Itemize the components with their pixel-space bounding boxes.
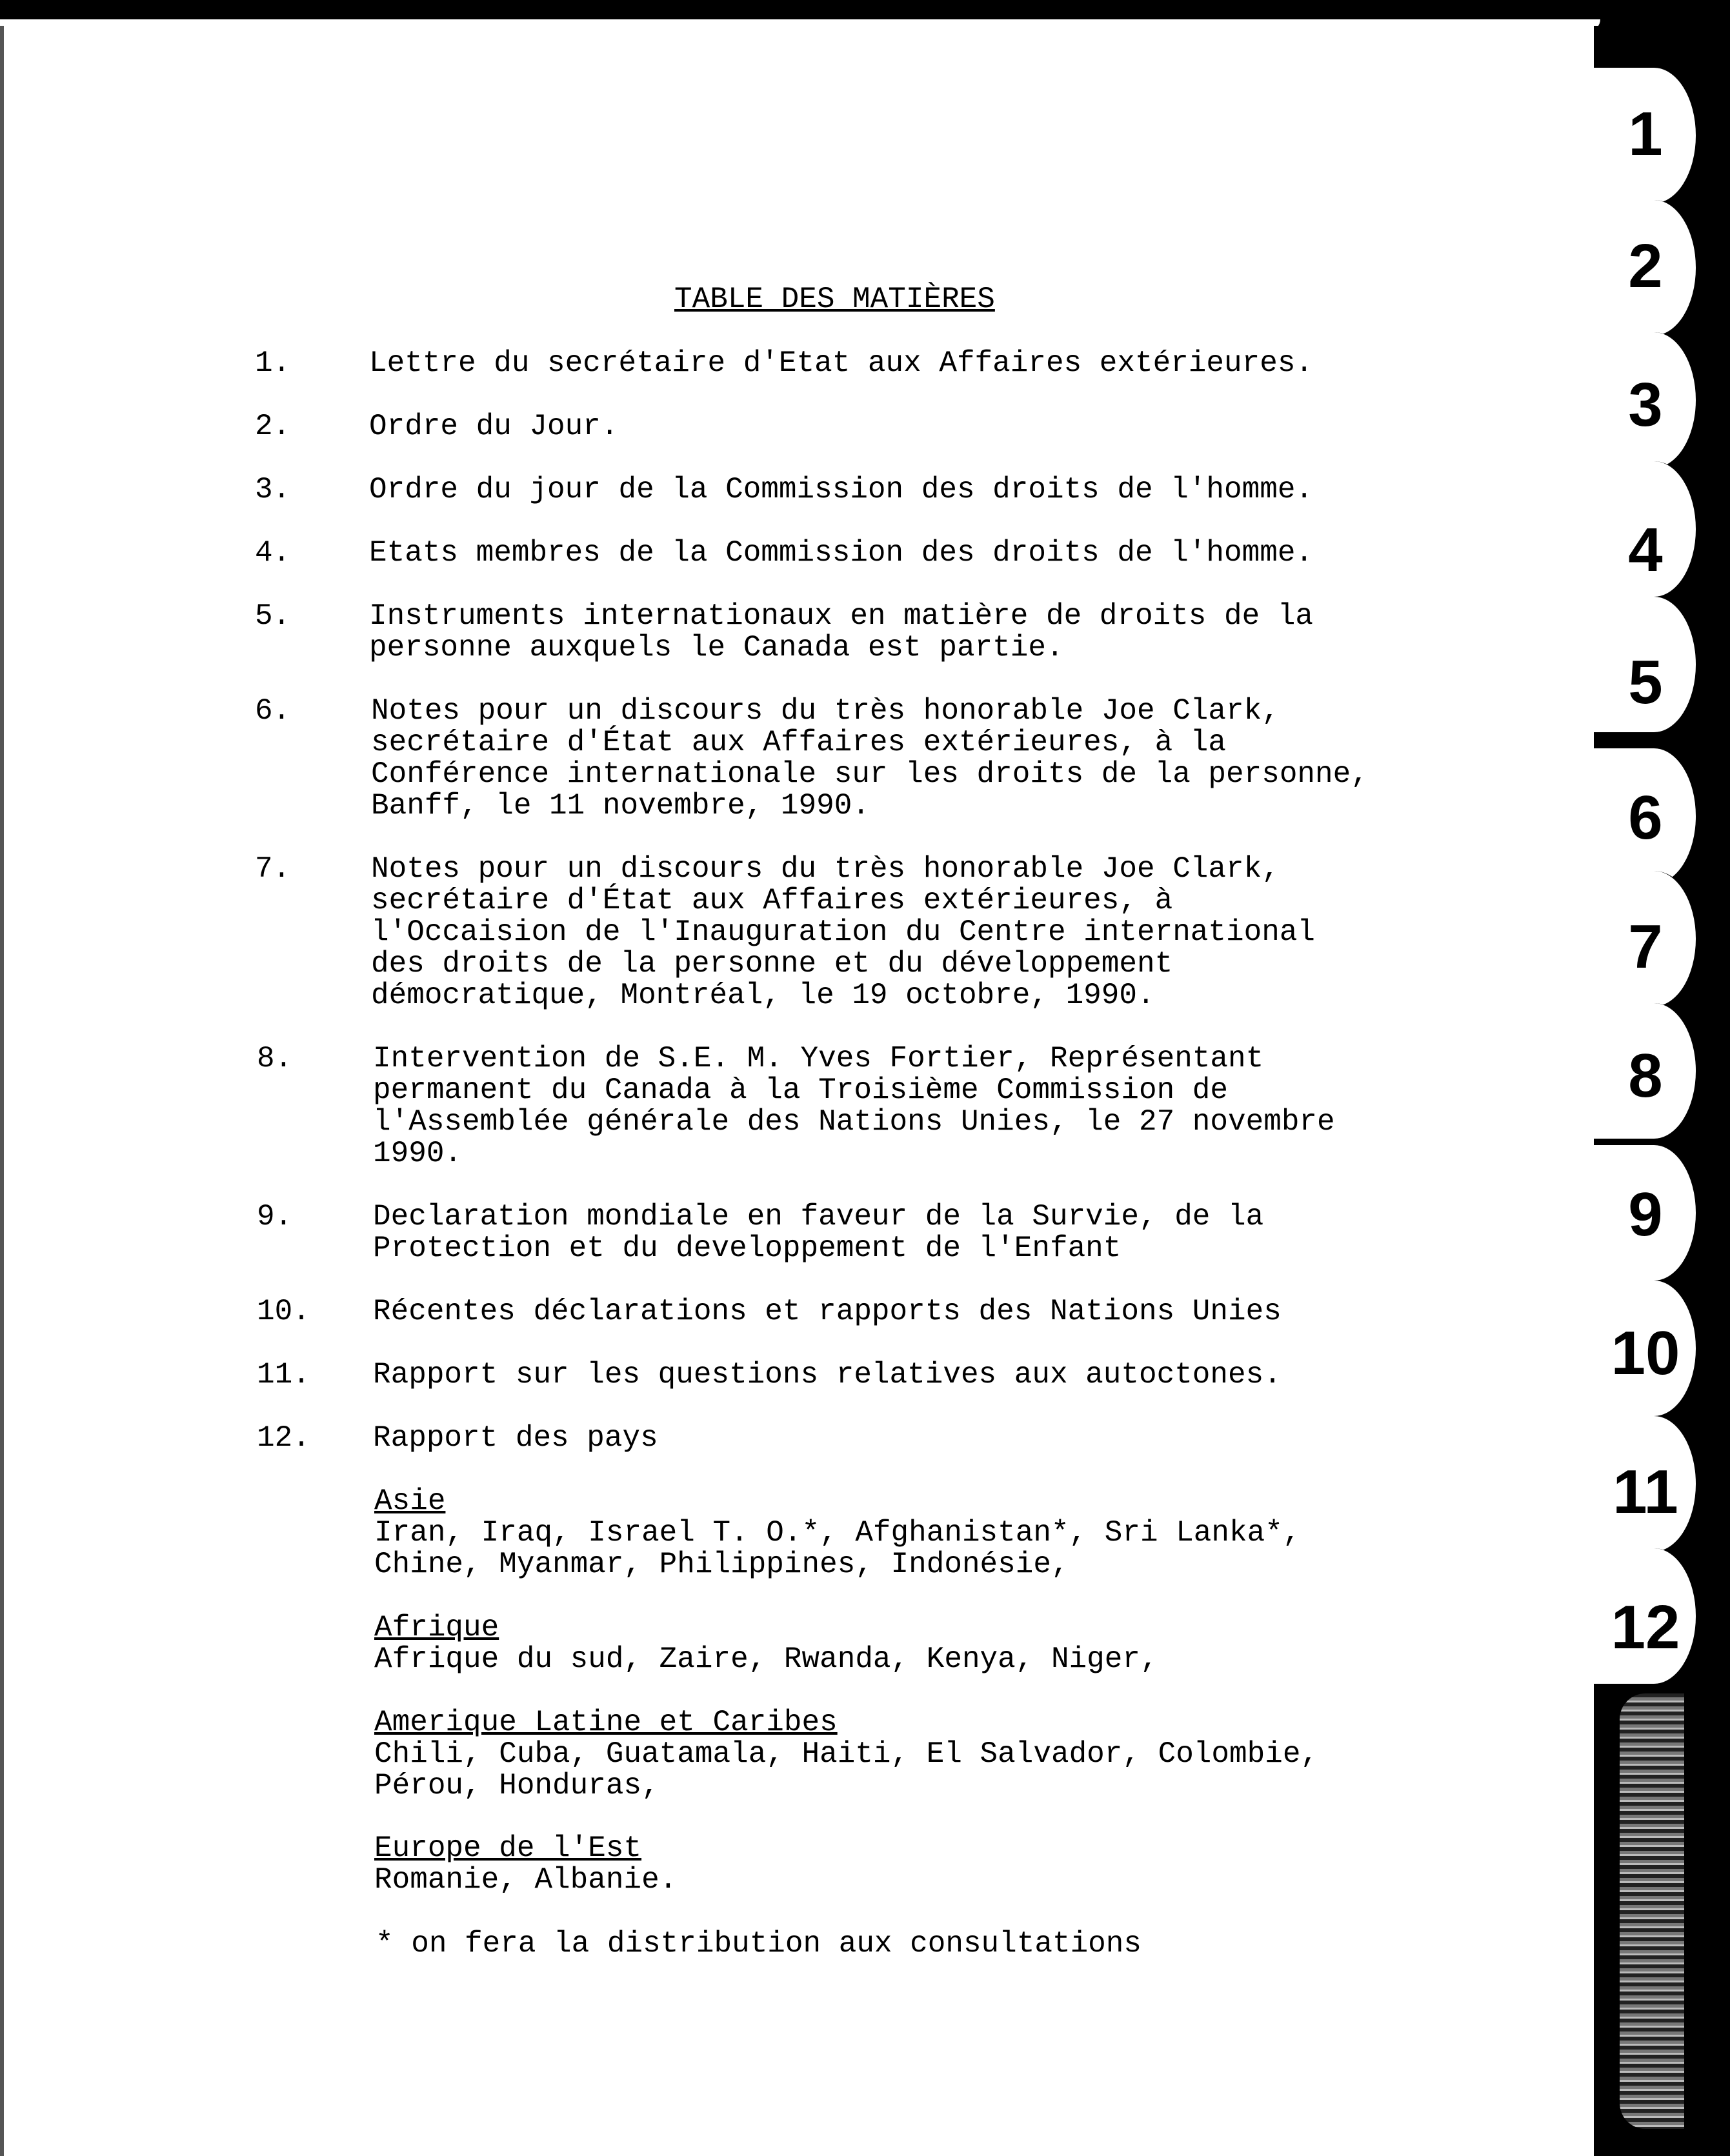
toc-item-text: l'Assemblée générale des Nations Unies, le 27 novembre	[373, 1105, 1335, 1139]
toc-item-text: 1990.	[373, 1137, 463, 1170]
toc-item-number: 1.	[255, 346, 291, 380]
scan-right-edge	[1722, 0, 1730, 2156]
tab-divider-label: 2	[1628, 232, 1663, 301]
toc-item-text: Intervention de S.E. M. Yves Fortier, Représentant	[373, 1042, 1264, 1075]
binding-edge	[1620, 1693, 1684, 2129]
toc-item-text: Récentes déclarations et rapports des Nations Unies	[373, 1295, 1282, 1328]
toc-item-number: 8.	[257, 1042, 293, 1075]
footnote: * on fera la distribution aux consultations	[376, 1927, 1142, 1961]
toc-item-number: 11.	[257, 1358, 310, 1392]
toc-item-text: Conférence internationale sur les droits de la personne,	[371, 757, 1369, 791]
toc-item-number: 4.	[255, 536, 291, 570]
page-title: TABLE DES MATIÈRES	[674, 283, 995, 316]
region-countries: Iran, Iraq, Israel T. O.*, Afghanistan*, Sri Lanka*,	[374, 1516, 1301, 1550]
toc-item-number: 12.	[257, 1421, 310, 1455]
tab-divider-label: 7	[1628, 912, 1663, 981]
toc-item-text: secrétaire d'État aux Affaires extérieures, à la	[371, 726, 1227, 759]
toc-item-text: des droits de la personne et du développement	[371, 947, 1173, 981]
toc-item-number: 6.	[255, 694, 291, 728]
toc-item-text: Notes pour un discours du très honorable Joe Clark,	[371, 694, 1280, 728]
toc-item-text: Banff, le 11 novembre, 1990.	[371, 789, 870, 823]
toc-item-text: Lettre du secrétaire d'Etat aux Affaires extérieures.	[369, 346, 1314, 380]
tab-divider-label: 6	[1628, 783, 1663, 852]
toc-item-text: Ordre du Jour.	[369, 410, 619, 443]
toc-item-text: Rapport des pays	[373, 1421, 658, 1455]
region-heading: Afrique	[374, 1611, 499, 1644]
toc-item-text: démocratique, Montréal, le 19 octobre, 1990.	[371, 979, 1155, 1012]
toc-item-number: 10.	[257, 1295, 310, 1328]
toc-item-text: secrétaire d'État aux Affaires extérieures, à	[371, 884, 1173, 917]
region-countries: Chili, Cuba, Guatamala, Haiti, El Salvador, Colombie,	[374, 1737, 1319, 1771]
toc-item-number: 7.	[255, 852, 291, 886]
toc-item-text: Ordre du jour de la Commission des droits de l'homme.	[369, 473, 1314, 506]
toc-item-text: personne auxquels le Canada est partie.	[369, 631, 1064, 664]
region-heading: Asie	[374, 1484, 446, 1518]
tab-divider-label: 9	[1628, 1180, 1663, 1249]
tab-divider-label: 8	[1628, 1041, 1663, 1110]
region-countries: Pérou, Honduras,	[374, 1769, 659, 1802]
tab-divider-label: 3	[1628, 370, 1663, 439]
toc-item-number: 5.	[255, 599, 291, 633]
tab-divider-label: 1	[1628, 99, 1663, 168]
toc-item-text: Declaration mondiale en faveur de la Survie, de la	[373, 1200, 1264, 1233]
tab-divider-label: 11	[1613, 1457, 1678, 1526]
toc-item-number: 2.	[255, 410, 291, 443]
tab-divider-label: 5	[1628, 648, 1663, 717]
region-heading: Europe de l'Est	[374, 1832, 642, 1865]
region-countries: Chine, Myanmar, Philippines, Indonésie,	[374, 1548, 1069, 1581]
toc-item-number: 9.	[257, 1200, 293, 1233]
toc-item-text: permanent du Canada à la Troisième Commission de	[373, 1073, 1229, 1107]
toc-item-text: Notes pour un discours du très honorable Joe Clark,	[371, 852, 1280, 886]
toc-item-text: l'Occaision de l'Inauguration du Centre international	[371, 915, 1316, 949]
tab-divider-label: 12	[1611, 1593, 1680, 1662]
toc-item-text: Rapport sur les questions relatives aux autoctones.	[373, 1358, 1282, 1392]
region-heading: Amerique Latine et Caribes	[374, 1706, 838, 1739]
tab-divider-label: 10	[1611, 1319, 1680, 1388]
tab-divider-label: 4	[1628, 515, 1663, 584]
toc-item-text: Protection et du developpement de l'Enfant	[373, 1232, 1121, 1265]
toc-item-number: 3.	[255, 473, 291, 506]
toc-item-text: Instruments internationaux en matière de droits de la	[369, 599, 1314, 633]
region-countries: Afrique du sud, Zaire, Rwanda, Kenya, Niger,	[374, 1642, 1158, 1676]
region-countries: Romanie, Albanie.	[374, 1863, 678, 1897]
toc-item-text: Etats membres de la Commission des droits de l'homme.	[369, 536, 1314, 570]
